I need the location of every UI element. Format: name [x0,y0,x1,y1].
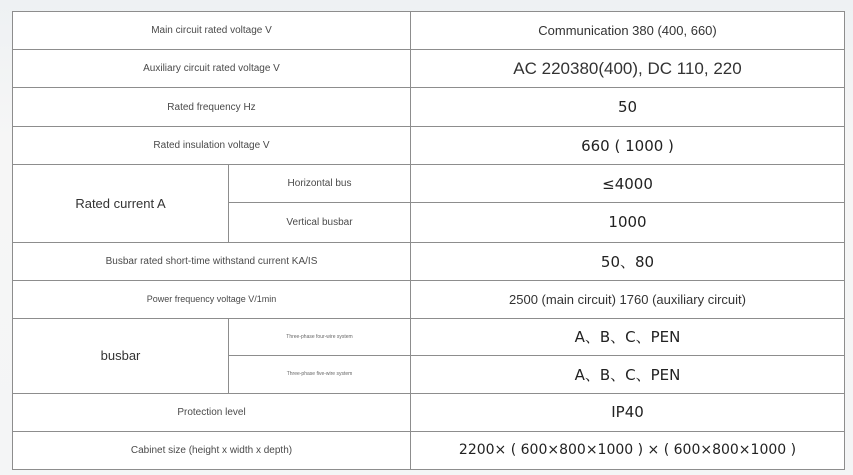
vertical-busbar-label: Vertical busbar [229,203,411,242]
aux-voltage-label: Auxiliary circuit rated voltage V [13,50,411,88]
power-frequency-label: Power frequency voltage V/1min [13,280,411,318]
table-row [13,393,845,431]
five-wire-value: A、B、C、PEN [411,355,845,393]
table-row [13,165,845,203]
insulation-label: Rated insulation voltage V [13,127,411,165]
table-row [13,318,845,355]
table-row [13,280,845,318]
table-row [13,242,845,280]
busbar-label: busbar [13,318,229,393]
table-row [13,12,845,50]
protection-level-value: IP40 [411,393,845,431]
main-voltage-value: Communication 380 (400, 660) [411,12,845,50]
protection-level-label: Protection level [13,393,411,431]
withstand-value: 50、80 [411,242,845,280]
table-row [13,88,845,127]
rated-current-label: Rated current A [13,165,229,242]
table-row [13,127,845,165]
spec-table [12,11,845,470]
four-wire-label: Three-phase four-wire system [229,318,411,355]
table-row [13,50,845,88]
four-wire-value: A、B、C、PEN [411,318,845,355]
aux-voltage-value: AC 220380(400), DC 110, 220 [411,50,845,88]
frequency-value: 50 [411,88,845,127]
cabinet-size-label: Cabinet size (height x width x depth) [13,431,411,469]
withstand-label: Busbar rated short-time withstand current KA/IS [13,242,411,280]
horizontal-bus-value: ≤4000 [411,165,845,203]
power-frequency-value: 2500 (main circuit) 1760 (auxiliary circuit) [411,280,845,318]
horizontal-bus-label: Horizontal bus [229,165,411,203]
insulation-value: 660 ( 1000 ) [411,127,845,165]
frequency-label: Rated frequency Hz [13,88,411,127]
table-row [13,431,845,469]
main-voltage-label: Main circuit rated voltage V [13,12,411,50]
cabinet-size-value: 2200× ( 600×800×1000 ) × ( 600×800×1000 ) [411,431,845,469]
five-wire-label: Three-phase five-wire system [229,355,411,393]
vertical-busbar-value: 1000 [411,203,845,242]
